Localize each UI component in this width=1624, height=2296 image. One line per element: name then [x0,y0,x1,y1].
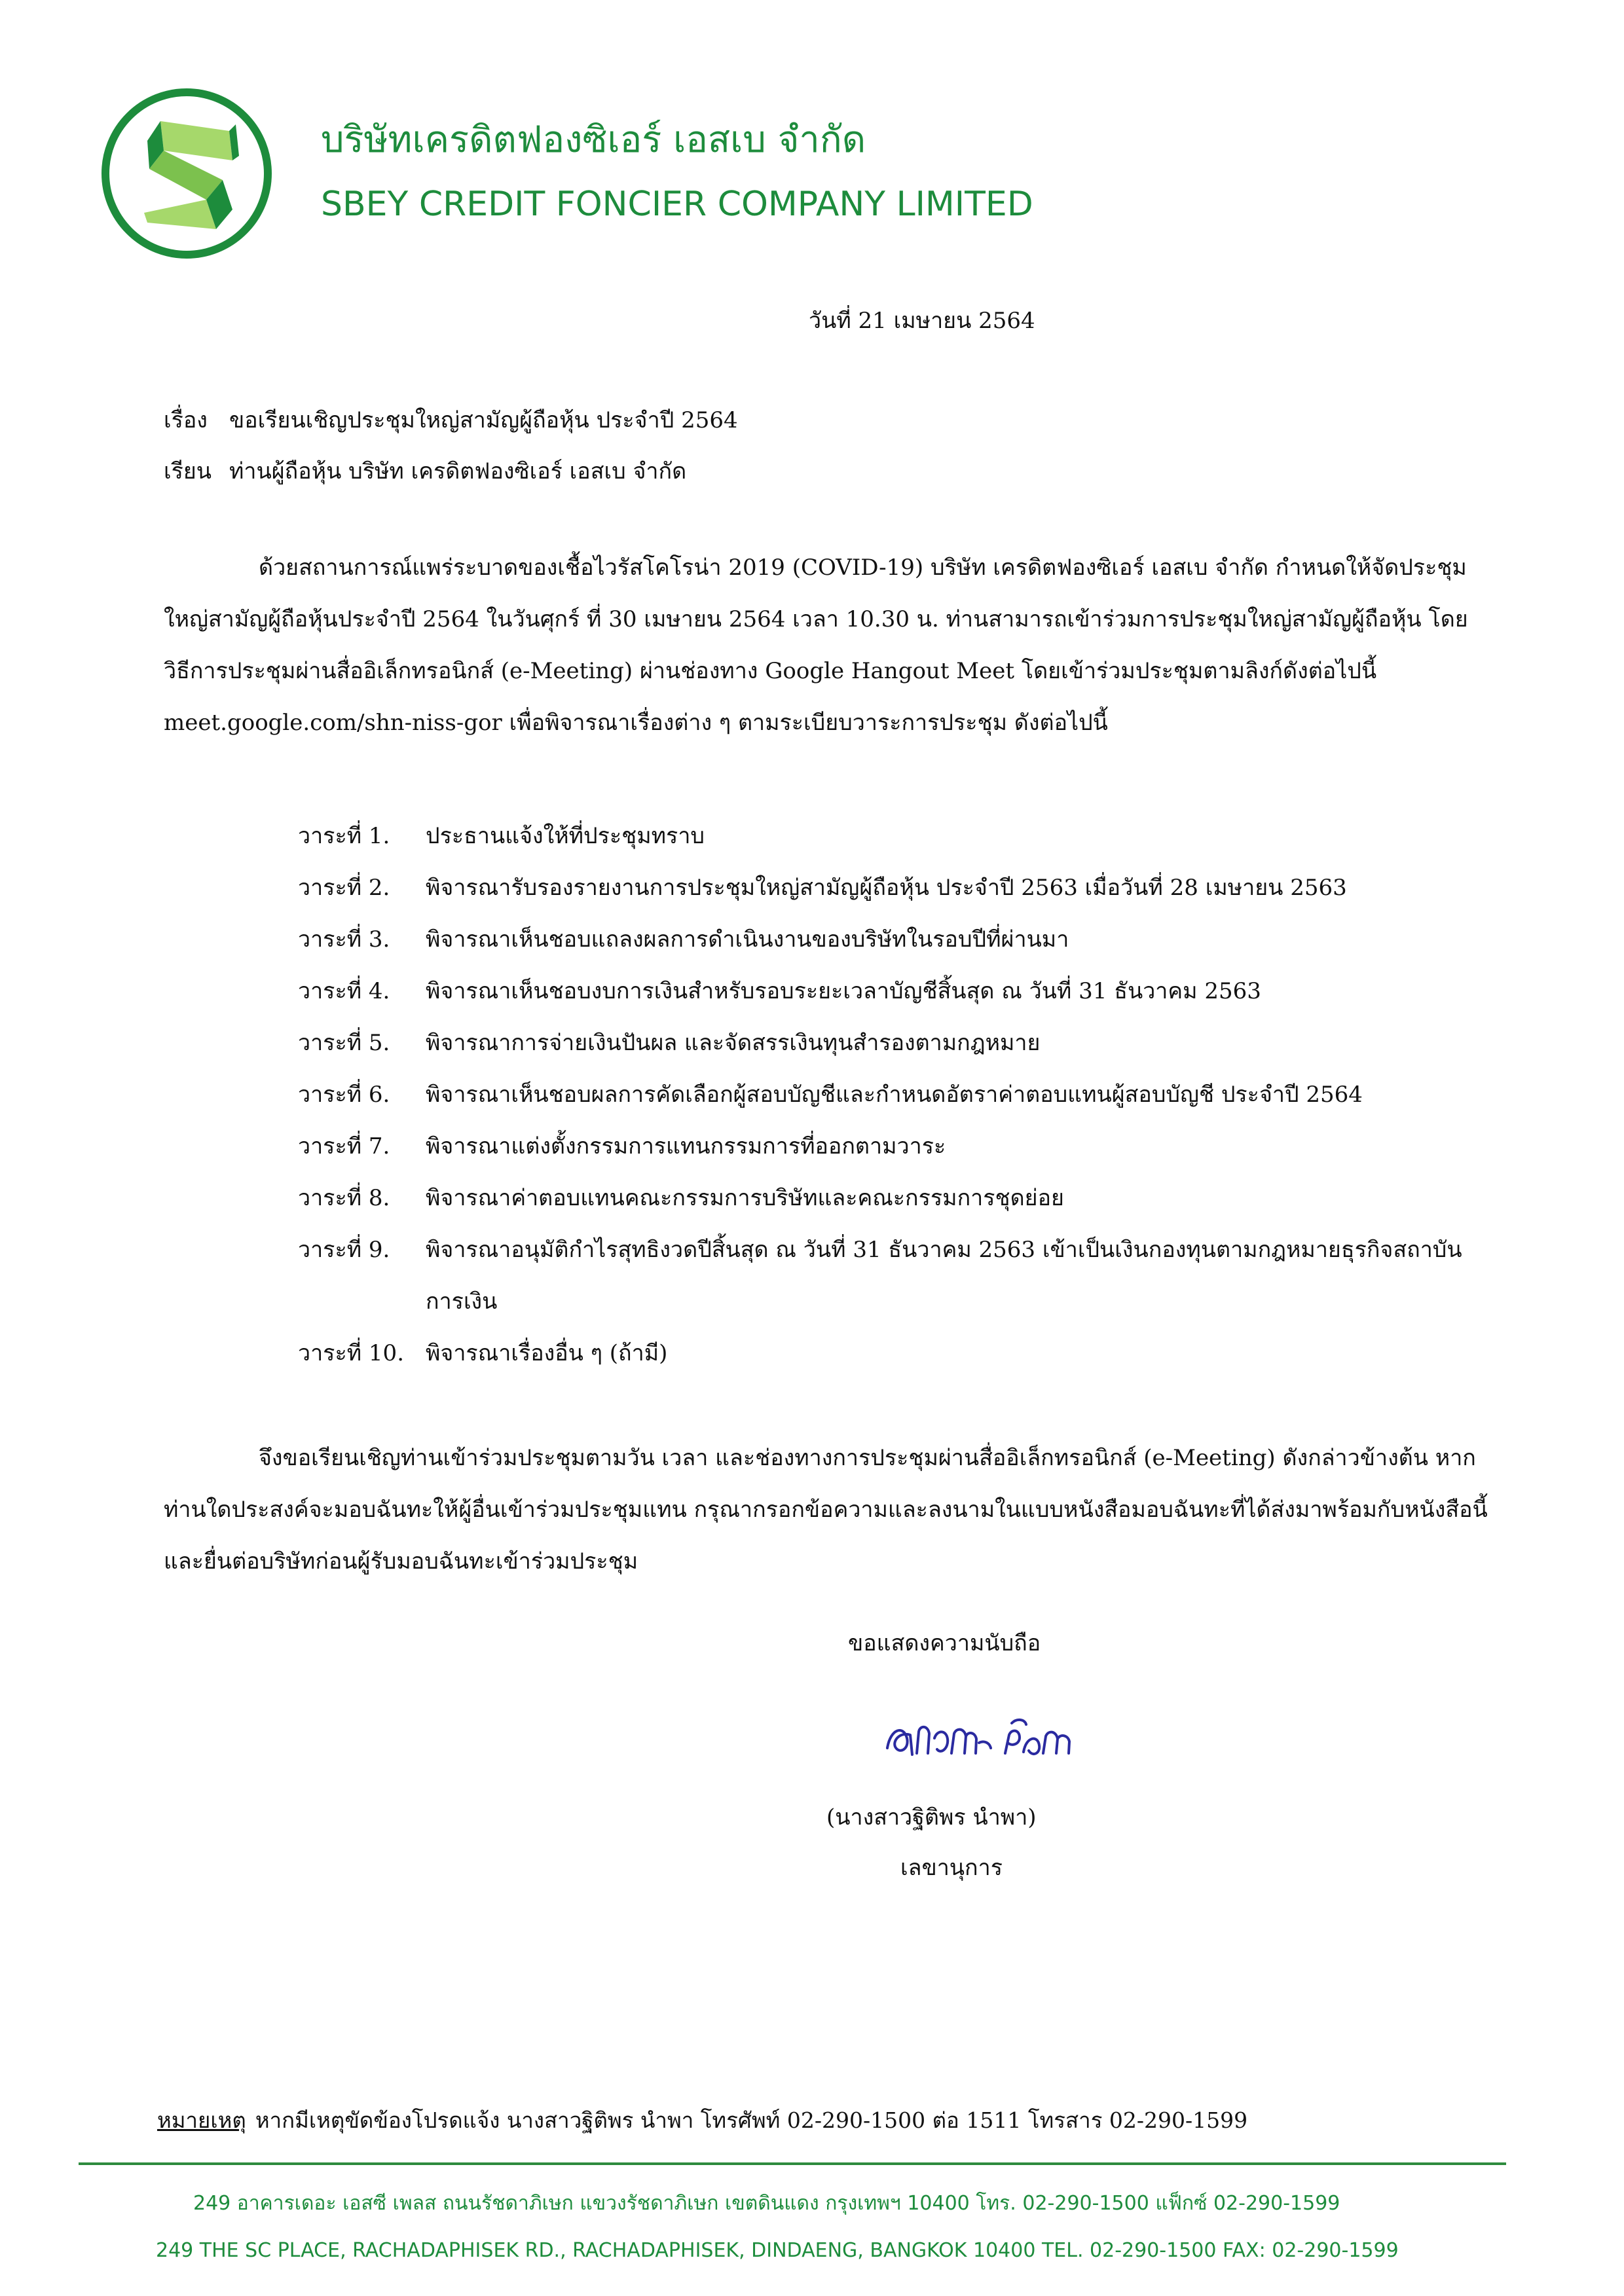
agenda-item [298,1173,1496,1224]
agenda-item [298,1121,1496,1173]
agenda-number: วาระที่ 1. [298,823,390,849]
signer-title: เลขานุการ [900,1855,1003,1881]
agenda-text: พิจารณาเห็นชอบงบการเงินสำหรับรอบระยะเวลาบัญชีสิ้นสุด ณ วันที่ 31 ธันวาคม 2563 [426,978,1261,1004]
company-logo [98,85,275,262]
subject-line [164,402,738,437]
agenda-number: วาระที่ 3. [298,926,390,953]
agenda-number: วาระที่ 6. [298,1082,390,1108]
signer-name: (นางสาวฐิติพร นำพา) [826,1804,1037,1831]
agenda-number: วาระที่ 10. [298,1340,404,1366]
agenda-number: วาระที่ 5. [298,1030,390,1056]
handwritten-signature [881,1702,1090,1774]
closing-paragraph: จึงขอเรียนเชิญท่านเข้าร่วมประชุมตามวัน เวลา และช่องทางการประชุมผ่านสื่ออิเล็กทรอนิกส์ (e-Meeting) ดังกล่าวข้างต้น หากท่านใดประสงค์จะมอบฉันทะให้ผู้อื่นเข้าร่วมประชุมแทน กรุณากรอกข้อความและลงนามในแบบหนังสือมอบฉันทะที่ได้ส่งมาพร้อมกับหนังสือนี้ และยื่นต่อบริษัทก่อนผู้รับมอบฉันทะเข้าร่วมประชุม [164,1445,1488,1575]
invitation-paragraph: ด้วยสถานการณ์แพร่ระบาดของเชื้อไวรัสโคโรน่า 2019 (COVID-19) บริษัท เครดิตฟองซิเอร์ เอสเบ จำกัด กำหนดให้จัดประชุมใหญ่สามัญผู้ถือหุ้นประจำปี 2564 ในวันศุกร์ ที่ 30 เมษายน 2564 เวลา 10.30 น. ท่านสามารถเข้าร่วมการประชุมใหญ่สามัญผู้ถือหุ้น โดยวิธีการประชุมผ่านสื่ออิเล็กทรอนิกส์ (e-Meeting) ผ่านช่องทาง Google Hangout Meet โดยเข้าร่วมประชุมตามลิงก์ดังต่อไปนี้ meet.google.com/shn-niss-gor เพื่อพิจารณาเรื่องต่าง ๆ ตามระเบียบวาระการประชุม ดังต่อไปนี้ [164,555,1468,736]
closing-salutation: ขอแสดงความนับถือ [848,1630,1041,1656]
agenda-number: วาระที่ 7. [298,1133,390,1159]
footer-address-thai: 249 อาคารเดอะ เอสซี เพลส ถนนรัชดาภิเษก แขวงรัชดาภิเษก เขตดินแดง กรุงเทพฯ 10400 โทร. 02-290-1500 แฟ็กซ์ 02-290-1599 [193,2192,1340,2215]
agenda-text: ประธานแจ้งให้ที่ประชุมทราบ [426,823,705,849]
subject-text: ขอเรียนเชิญประชุมใหญ่สามัญผู้ถือหุ้น ประจำปี 2564 [229,407,738,433]
letter-date: วันที่ 21 เมษายน 2564 [809,308,1035,334]
agenda-item [298,862,1496,914]
agenda-number: วาระที่ 8. [298,1185,390,1211]
footer-divider [79,2162,1506,2165]
recipient-text: ท่านผู้ถือหุ้น บริษัท เครดิตฟองซิเอร์ เอสเบ จำกัด [229,458,687,484]
footer-address-english: 249 THE SC PLACE, RACHADAPHISEK RD., RACHADAPHISEK, DINDAENG, BANGKOK 10400 TEL. 02-290-1500 FAX: 02-290-1599 [156,2239,1399,2262]
agenda-item [298,1224,1496,1328]
agenda-text: พิจารณาค่าตอบแทนคณะกรรมการบริษัทและคณะกรรมการชุดย่อย [426,1185,1064,1211]
sbey-s-logo-icon [98,85,275,262]
agenda-text: พิจารณาแต่งตั้งกรรมการแทนกรรมการที่ออกตามวาระ [426,1133,946,1159]
agenda-text: พิจารณาเห็นชอบแถลงผลการดำเนินงานของบริษัทในรอบปีที่ผ่านมา [426,926,1069,953]
agenda-text: พิจารณาเห็นชอบผลการคัดเลือกผู้สอบบัญชีและกำหนดอัตราค่าตอบแทนผู้สอบบัญชี ประจำปี 2564 [426,1082,1363,1108]
signature-scribble [881,1702,1090,1774]
agenda-text: พิจารณาเรื่องอื่น ๆ (ถ้ามี) [426,1340,668,1366]
contact-note [157,2103,1247,2138]
note-text: หากมีเหตุขัดข้องโปรดแจ้ง นางสาวฐิติพร นำพา โทรศัพท์ 02-290-1500 ต่อ 1511 โทรสาร 02-290-1599 [255,2107,1248,2133]
agenda-text: พิจารณาการจ่ายเงินปันผล และจัดสรรเงินทุนสำรองตามกฎหมาย [426,1030,1041,1056]
agenda-text: พิจารณารับรองรายงานการประชุมใหญ่สามัญผู้ถือหุ้น ประจำปี 2563 เมื่อวันที่ 28 เมษายน 2563 [426,875,1347,901]
agenda-number: วาระที่ 4. [298,978,390,1004]
company-name-english: SBEY CREDIT FONCIER COMPANY LIMITED [321,185,1033,224]
agenda-list [298,811,1496,1379]
recipient-line [164,453,686,488]
recipient-label: เรียน [164,458,212,484]
agenda-item [298,1069,1496,1121]
agenda-number: วาระที่ 2. [298,875,390,901]
agenda-item [298,811,1496,862]
agenda-item [298,1017,1496,1069]
agenda-text: พิจารณาอนุมัติกำไรสุทธิงวดปีสิ้นสุด ณ วันที่ 31 ธันวาคม 2563 เข้าเป็นเงินกองทุนตามกฎหมายธุรกิจสถาบันการเงิน [426,1237,1462,1315]
note-label: หมายเหตุ [157,2107,246,2133]
company-name-thai: บริษัทเครดิตฟองซิเอร์ เอสเบ จำกัด [321,118,866,161]
agenda-item [298,914,1496,966]
subject-label: เรื่อง [164,407,208,433]
agenda-item [298,966,1496,1017]
agenda-item [298,1328,1496,1379]
agenda-number: วาระที่ 9. [298,1237,390,1263]
